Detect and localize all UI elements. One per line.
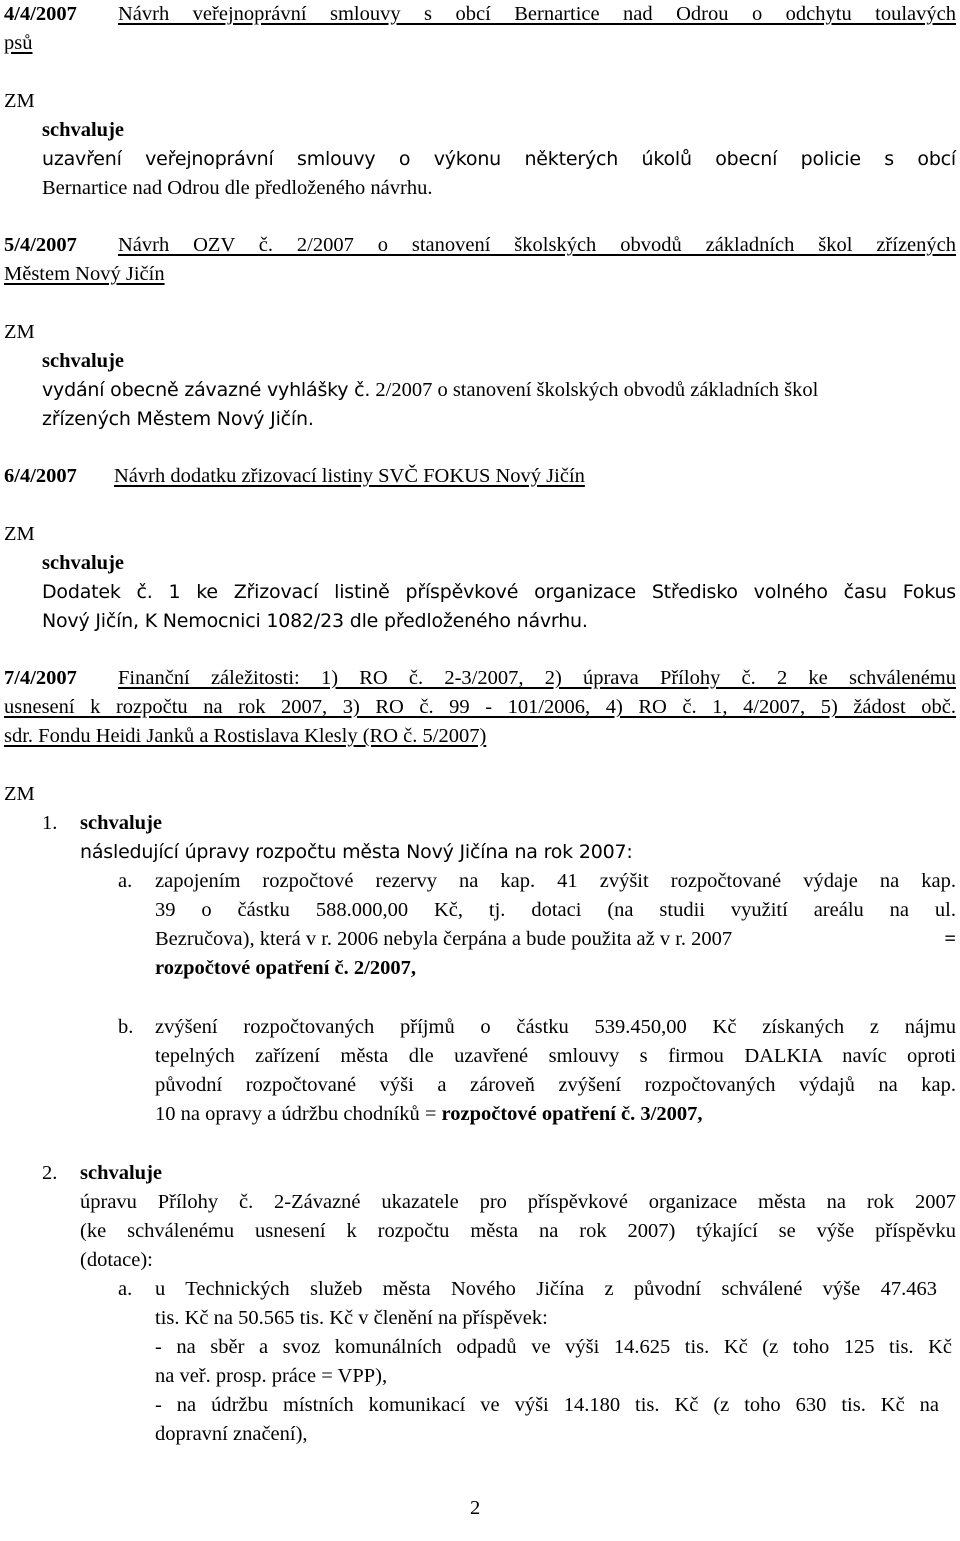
sub-point-text: u Technických služeb města Nového Jičína z původní schválené výše 47.463 (155, 1278, 937, 1300)
resolution-id: 7/4/2007 (4, 667, 77, 689)
sub-point-text: na veř. prosp. práce = VPP), (155, 1365, 388, 1387)
decision-text-cont: zřízených Městem Nový Jičín. (42, 408, 314, 430)
sub-point-text (155, 1100, 702, 1129)
sub-point-text: dopravní značení), (155, 1423, 308, 1445)
equals-sign: = (944, 928, 956, 950)
decision-text-part: vydání obecně závazné vyhlášky č. (42, 379, 371, 401)
resolution-title: Návrh veřejnoprávní smlouvy s obcí Bernartice nad Odrou o odchytu toulavých (118, 3, 956, 25)
budget-measure: rozpočtové opatření č. 2/2007, (155, 957, 416, 979)
sub-point-text: zvýšení rozpočtovaných příjmů o částku 539.450,00 Kč získaných z nájmu (155, 1016, 956, 1038)
sub-point-text: - na údržbu místních komunikací ve výši 14.180 tis. Kč (z toho 630 tis. Kč na (155, 1394, 939, 1416)
resolution-title: Návrh OZV č. 2/2007 o stanovení školských obvodů základních škol zřízených (118, 234, 956, 256)
sub-point-text: 39 o částku 588.000,00 Kč, tj. dotaci (na studii využití areálu na ul. (155, 899, 956, 921)
decision-text-cont: Nový Jičín, K Nemocnici 1082/23 dle předloženého návrhu. (42, 610, 588, 632)
sub-point-letter: b. (118, 1016, 134, 1038)
sub-point-text-part: Bezručova), která v r. 2006 nebyla čerpána a bude použita až v r. 2007 (155, 928, 733, 950)
decision-text: Dodatek č. 1 ke Zřizovací listině příspěvkové organizace Středisko volného času Fokus (42, 581, 956, 603)
resolution-title-cont: usnesení k rozpočtu na rok 2007, 3) RO č. 99 - 101/2006, 4) RO č. 1, 4/2007, 5) žádost obč. (4, 696, 956, 718)
sub-point-letter: a. (118, 1278, 133, 1300)
decision-verb: schvaluje (42, 350, 124, 372)
point-number: 2. (42, 1162, 58, 1184)
resolution-id: 6/4/2007 (4, 465, 77, 487)
decision-verb: schvaluje (80, 812, 162, 834)
resolution-id: 4/4/2007 (4, 3, 77, 25)
decision-text (42, 376, 956, 405)
council-label: ZM (4, 90, 35, 112)
sub-point-text: - na sběr a svoz komunálních odpadů ve výši 14.625 tis. Kč (z toho 125 tis. Kč (155, 1336, 952, 1358)
point-number: 1. (42, 812, 58, 834)
sub-point-text: tepelných zařízení města dle uzavřené smlouvy s firmou DALKIA navíc oproti (155, 1045, 956, 1067)
sub-point-letter: a. (118, 870, 133, 892)
page-number: 2 (470, 1497, 481, 1519)
decision-text: následující úpravy rozpočtu města Nový Jičína na rok 2007: (80, 841, 633, 863)
decision-text-cont: Bernartice nad Odrou dle předloženého návrhu. (42, 177, 433, 199)
resolution-title-cont: psů (4, 32, 33, 54)
decision-verb: schvaluje (42, 119, 124, 141)
council-label: ZM (4, 523, 35, 545)
sub-point-text-part: 10 na opravy a údržbu chodníků = (155, 1103, 442, 1125)
sub-point-text: zapojením rozpočtové rezervy na kap. 41 zvýšit rozpočtované výdaje na kap. (155, 870, 956, 892)
resolution-title: Finanční záležitosti: 1) RO č. 2-3/2007, 2) úprava Přílohy č. 2 ke schválenému (118, 667, 956, 689)
resolution-title-cont: sdr. Fondu Heidi Janků a Rostislava Klesly (RO č. 5/2007) (4, 725, 487, 747)
decision-verb: schvaluje (42, 552, 124, 574)
council-label: ZM (4, 783, 35, 805)
decision-text: (ke schválenému usnesení k rozpočtu města na rok 2007) týkající se výše příspěvku (80, 1220, 956, 1242)
council-label: ZM (4, 321, 35, 343)
decision-text-part: 2/2007 o stanovení školských obvodů základních škol (370, 379, 819, 401)
decision-text: úpravu Přílohy č. 2-Závazné ukazatele pro příspěvkové organizace města na rok 2007 (80, 1191, 956, 1213)
decision-text: (dotace): (80, 1249, 153, 1271)
budget-measure: rozpočtové opatření č. 3/2007, (441, 1103, 703, 1125)
sub-point-text: původní rozpočtované výši a zároveň zvýšení rozpočtovaných výdajů na kap. (155, 1074, 956, 1096)
sub-point-text: tis. Kč na 50.565 tis. Kč v členění na příspěvek: (155, 1307, 548, 1329)
resolution-title: Návrh dodatku zřizovací listiny SVČ FOKUS Nový Jičín (114, 465, 585, 487)
decision-verb: schvaluje (80, 1162, 162, 1184)
sub-point-text (155, 925, 956, 954)
decision-text: uzavření veřejnoprávní smlouvy o výkonu některých úkolů obecní policie s obcí (42, 148, 956, 170)
resolution-title-cont: Městem Nový Jičín (4, 263, 165, 285)
resolution-id: 5/4/2007 (4, 234, 77, 256)
